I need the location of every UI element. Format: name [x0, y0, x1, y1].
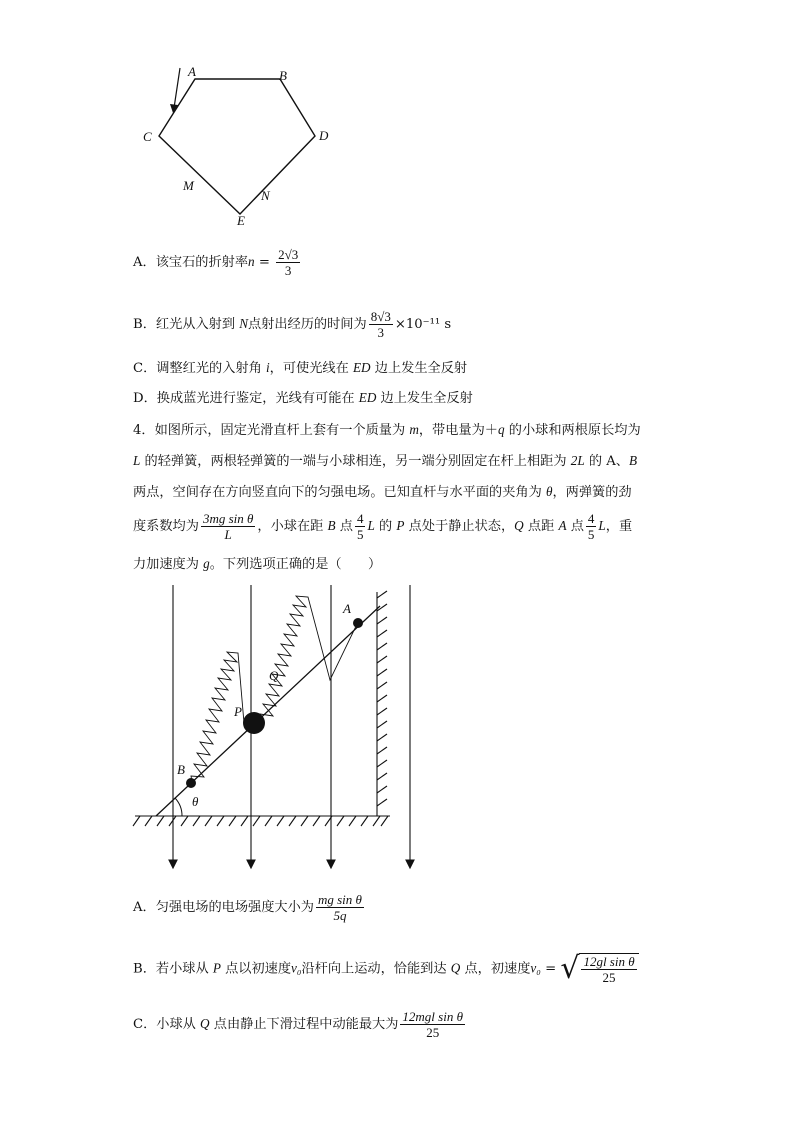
q4-l4-t8: ，重 — [605, 519, 633, 534]
q4-four-fifths-1 — [355, 511, 366, 542]
label-A: A — [343, 601, 351, 616]
q4-l2-B: B — [628, 453, 638, 468]
q4-line-4 — [133, 511, 632, 542]
q4-l4-t4: 的 — [374, 519, 397, 534]
label-B: B — [279, 68, 287, 83]
q4-l4-B: B — [327, 518, 336, 533]
frac-den: 3 — [377, 325, 384, 340]
label-theta: θ — [192, 794, 199, 809]
label-N: N — [261, 188, 270, 203]
q4-l4-t7: 点 — [566, 519, 584, 534]
incident-ray — [174, 68, 180, 108]
q4-oc-t1: C．小球从 — [133, 1017, 201, 1032]
incline-spring-figure — [130, 580, 430, 872]
q4-l4-t2: ，小球在距 — [257, 519, 328, 534]
gem-pentagon-figure — [135, 60, 345, 225]
label-C: C — [143, 129, 152, 144]
q4-ob-v0: v₀ — [291, 960, 302, 976]
q3-option-d-var: ED — [358, 390, 377, 405]
q4-l5-g: g — [203, 556, 210, 571]
frac-den: 3 — [284, 263, 292, 278]
q4-l4-t5: 点处于静止状态， — [404, 519, 515, 534]
q4-l2-t1: 的轻弹簧，两根轻弹簧的一端与小球相连，另一端分别固定在杆上相距为 — [140, 454, 571, 469]
q3-option-b-var: N — [239, 316, 248, 331]
q4-ob-v0b: v₀ — [530, 960, 541, 976]
q3-option-a-var: n — [248, 254, 255, 269]
point-B-dot — [186, 778, 196, 788]
q4-l1-m: m — [409, 422, 419, 437]
frac-den: 5 — [587, 527, 595, 542]
q3-option-d — [133, 388, 473, 409]
q4-l4-P: P — [396, 518, 405, 533]
q3-option-b-fraction — [369, 309, 393, 340]
q4-ob-P: P — [212, 960, 221, 976]
q4-spring-constant-fraction — [201, 511, 255, 542]
label-B: B — [177, 762, 185, 777]
q4-oc-Q: Q — [200, 1016, 210, 1031]
q4-l4-L2: L — [598, 518, 606, 533]
frac-den: 5q — [333, 908, 347, 923]
q3-option-b-text: B．红光从入射到 — [133, 317, 240, 332]
q3-option-b-mid: 点射出经历的时间为 — [248, 317, 367, 332]
q4-line-2 — [133, 451, 637, 472]
q3-option-d-text2: 边上发生全反射 — [376, 391, 473, 406]
q4-line-3 — [133, 482, 632, 503]
q4-l4-L: L — [367, 518, 375, 533]
q3-option-c-text2: ，可使光线在 — [269, 361, 353, 376]
frac-num: 8√3 — [370, 309, 391, 324]
frac-num: 4 — [356, 511, 364, 526]
frac-num: 12gl sin θ — [583, 954, 635, 969]
q4-l3-t2: ，两弹簧的劲 — [552, 485, 632, 500]
q4-l1-t2: ，带电量为＋ — [418, 423, 498, 438]
q4-l1-t1: 4．如图所示，固定光滑直杆上套有一个质量为 — [133, 423, 410, 438]
q4-l3-theta: θ — [546, 484, 553, 499]
q4-ob-Q: Q — [450, 960, 461, 976]
q3-option-c-text3: 边上发生全反射 — [370, 361, 468, 376]
q4-option-a-text: A．匀强电场的电场强度大小为 — [133, 900, 314, 915]
q3-option-a-fraction — [276, 247, 300, 278]
q3-option-b-post: ×10⁻¹¹ s — [394, 317, 452, 332]
q4-option-b — [133, 953, 639, 985]
q3-option-c-text1: C．调整红光的入射角 — [133, 361, 266, 376]
frac-den: 25 — [426, 1025, 440, 1040]
q4-option-c-fraction — [400, 1009, 465, 1040]
q4-l5-t1: 力加速度为 — [133, 557, 204, 572]
frac-num: 12mgl sin θ — [402, 1009, 463, 1024]
ground-hatching — [133, 816, 390, 826]
q4-line-5 — [133, 554, 381, 575]
q4-ob-t1: B．若小球从 — [133, 961, 213, 977]
q4-option-a-fraction — [316, 892, 364, 923]
q4-l2-2L: 2L — [570, 453, 585, 468]
q4-l4-t3: 点 — [335, 519, 353, 534]
label-D: D — [319, 128, 329, 143]
q4-l4-Q: Q — [514, 518, 524, 533]
q4-option-b-sqrt: √ $\frac{\text{12gl sin θ}}{25}$ — [560, 953, 638, 985]
q4-ob-eq: = — [540, 961, 561, 977]
q3-option-c — [133, 358, 467, 379]
frac-num: 4 — [587, 511, 595, 526]
q3-option-d-text1: D．换成蓝光进行鉴定，光线有可能在 — [133, 391, 359, 406]
q4-l3-t1: 两点，空间存在方向竖直向下的匀强电场。已知直杆与水平面的夹角为 — [133, 485, 547, 500]
q4-ob-t3: 沿杆向上运动，恰能到达 — [301, 961, 451, 977]
q4-l4-t6: 点距 — [523, 519, 559, 534]
wall-hatching — [377, 591, 387, 816]
q4-option-a — [133, 892, 366, 923]
pentagon-outline — [159, 79, 315, 214]
label-Q: Q — [269, 668, 279, 683]
q3-option-c-var2: ED — [352, 360, 371, 375]
q4-option-c — [133, 1009, 467, 1040]
q3-option-b — [133, 309, 451, 340]
charged-ball-P — [243, 712, 265, 734]
q3-option-a-eq: = — [254, 255, 275, 270]
frac-den: 25 — [602, 970, 616, 985]
label-E: E — [237, 213, 245, 225]
q3-option-a — [133, 247, 302, 278]
q4-line-1 — [133, 420, 641, 441]
q4-ob-t2: 点以初速度 — [220, 961, 292, 977]
q4-l2-L: L — [133, 453, 141, 468]
frac-num: mg sin θ — [317, 892, 362, 907]
label-M: M — [183, 178, 194, 193]
label-P: P — [234, 704, 242, 719]
q4-l5-t2: 。下列选项正确的是（ ） — [209, 557, 382, 572]
q3-option-a-text: A．该宝石的折射率 — [133, 255, 249, 270]
q4-oc-t2: 点由静止下滑过程中动能最大为 — [209, 1017, 399, 1032]
angle-arc — [175, 798, 182, 816]
label-A: A — [188, 64, 196, 79]
q4-l2-t2: 的 A、 — [584, 454, 629, 469]
q4-ob-t4: 点，初速度 — [460, 961, 531, 977]
frac-num: 3mg sin θ — [202, 511, 254, 526]
frac-den: 5 — [356, 527, 364, 542]
q4-l4-t1: 度系数均为 — [133, 519, 199, 534]
q3-option-c-var: i — [265, 360, 270, 375]
q4-l1-q: q — [498, 422, 505, 437]
q4-four-fifths-2 — [586, 511, 597, 542]
q4-l4-A: A — [558, 518, 567, 533]
q4-l1-t3: 的小球和两根原长均为 — [504, 423, 641, 438]
point-A-dot — [353, 618, 363, 628]
frac-num: 2√3 — [278, 247, 299, 262]
frac-den: L — [224, 527, 232, 542]
